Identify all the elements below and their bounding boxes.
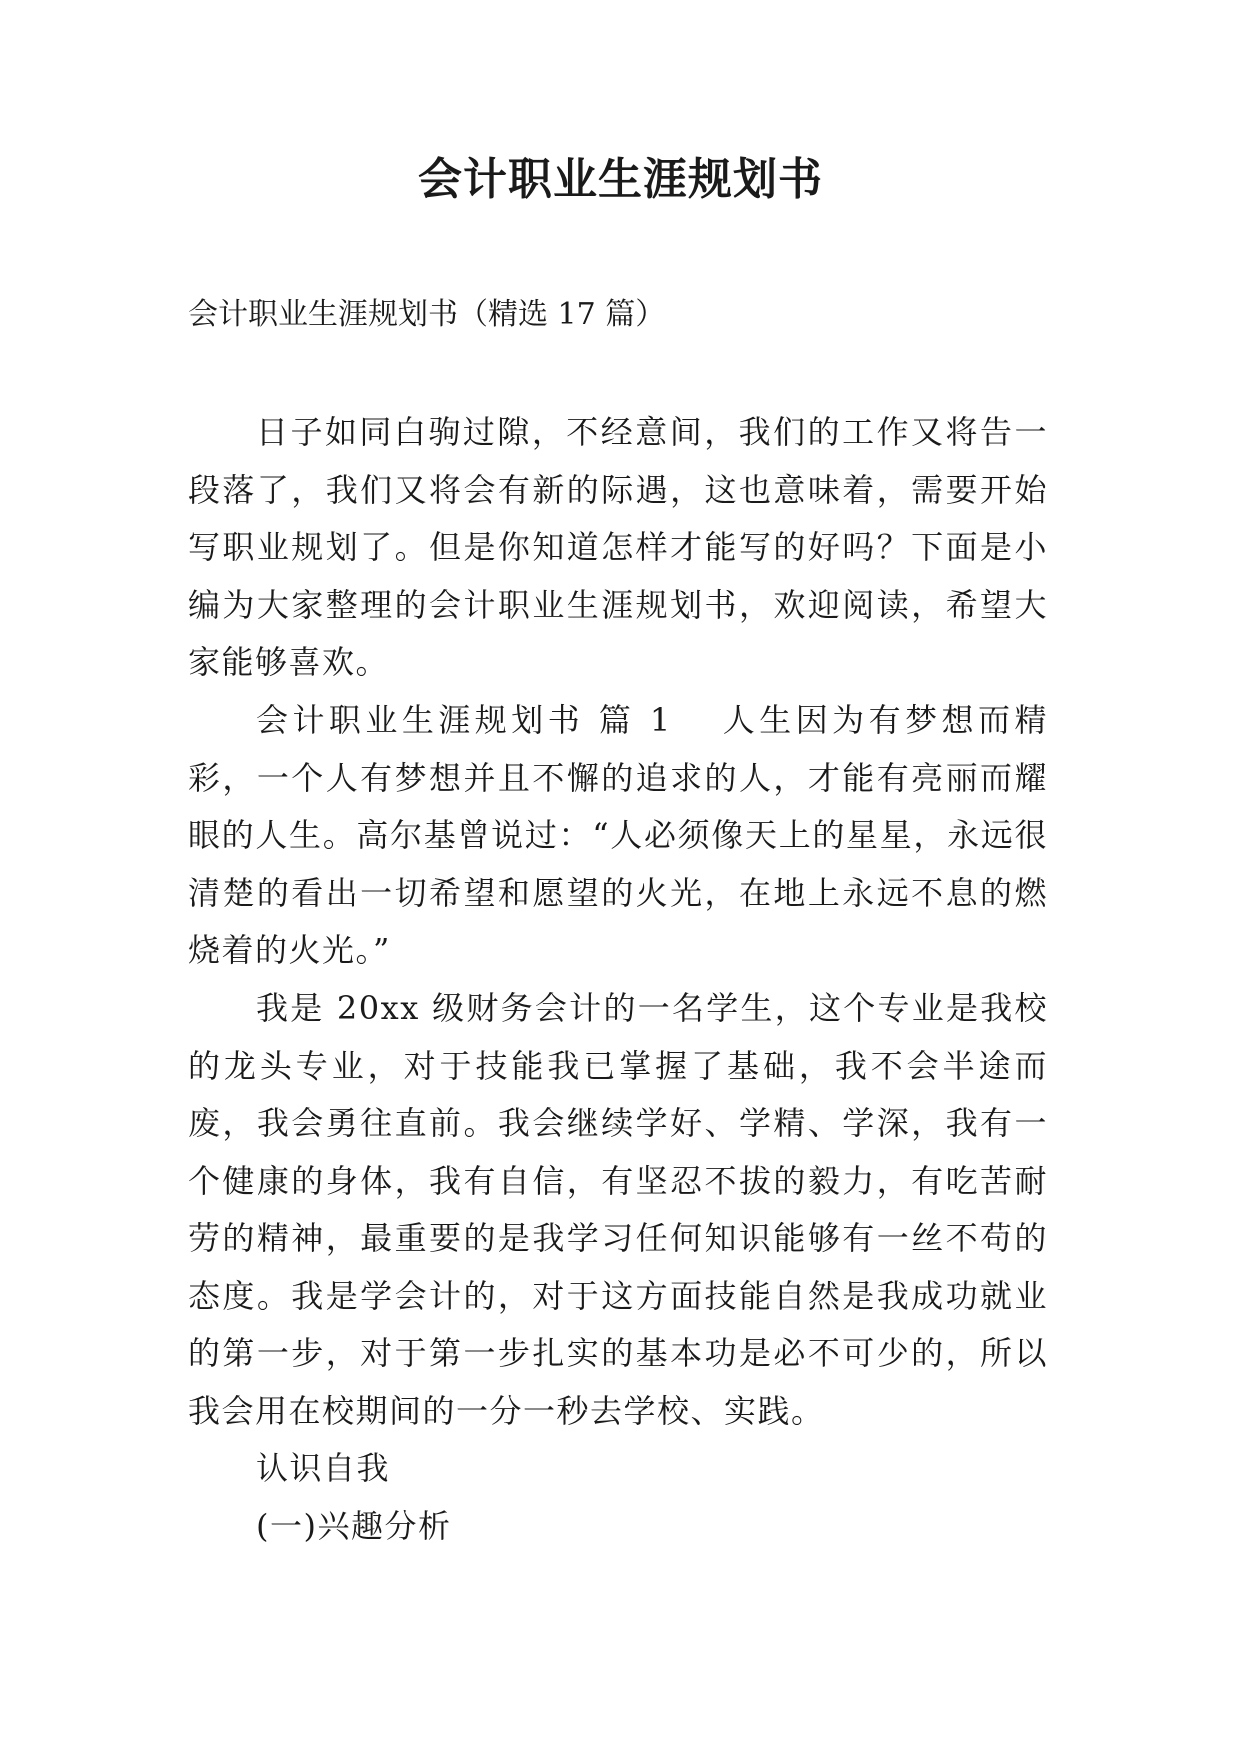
article-1-paragraph (188, 692, 1048, 980)
article-1-text: 人生因为有梦想而精彩，一个人有梦想并且不懈的追求的人，才能有亮丽而耀眼的人生。高尔基曾说过：“人必须像天上的星星，永远很清楚的看出一切希望和愿望的火光，在地上永远不息的燃烧着的火光。” (188, 701, 1048, 969)
intro-paragraph: 日子如同白驹过隙，不经意间，我们的工作又将告一段落了，我们又将会有新的际遇，这也意味着，需要开始写职业规划了。但是你知道怎样才能写的好吗？下面是小编为大家整理的会计职业生涯规划书，欢迎阅读，希望大家能够喜欢。 (188, 413, 1048, 681)
subsection-heading: (一)兴趣分析 (256, 1507, 452, 1545)
document-subtitle: 会计职业生涯规划书（精选 17 篇） (188, 297, 666, 332)
section-heading: 认识自我 (256, 1449, 391, 1487)
article-1-heading: 会计职业生涯规划书 篇 1 (256, 701, 672, 739)
document-title: 会计职业生涯规划书 (418, 154, 823, 205)
self-introduction-paragraph: 我是 20xx 级财务会计的一名学生，这个专业是我校的龙头专业，对于技能我已掌握了基础，我不会半途而废，我会勇往直前。我会继续学好、学精、学深，我有一个健康的身体，我有自信，有坚忍不拔的毅力，有吃苦耐劳的精神，最重要的是我学习任何知识能够有一丝不苟的态度。我是学会计的，对于这方面技能自然是我成功就业的第一步，对于第一步扎实的基本功是必不可少的，所以我会用在校期间的一分一秒去学校、实践。 (188, 989, 1048, 1430)
